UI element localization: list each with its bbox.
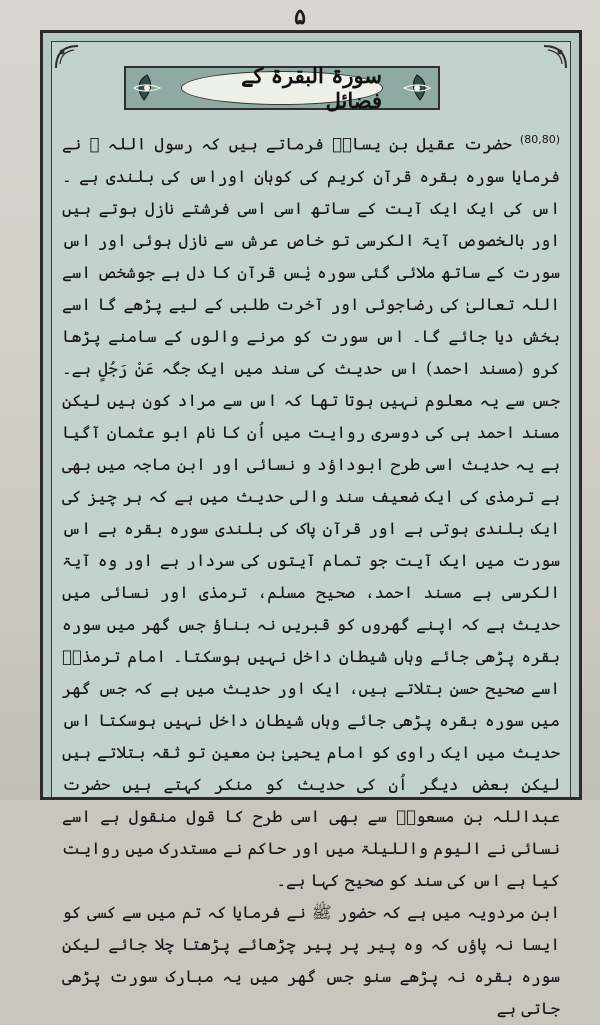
paragraph-1-text: حضرت عقیل بن یسارؓ فرماتے ہیں کہ رسول اللہ ﷺ نے فرمایا سورہ بقرہ قرآن کریم کی کوہان اوراس کی بلندی ہے ۔ اس کی ایک ایک آیت کے ساتھ اسی اسی فرشتے نازل ہوتے ہیں اور بالخصوص آیۃ الکرسی تو خاص عرش سے نازل ہوئی اور اس سورت کے ساتھ ملائی گئی سورہ یٰس قرآن کا دل ہے جوشخص اسے اللہ تعالیٰ کی رضاجوئی اور آخرت طلبی کے لیے پڑھے گا اسے بخش دیا جائے گا۔ اس سورت کو مرنے والوں کے سامنے پڑھا کرو (مسند احمد) اس حدیث کی سند میں ایک جگہ عَنْ رَجُلٍ ہے۔ جس سے یہ معلوم نہیں ہوتا تھا کہ اس سے مراد کون ہیں لیکن مسند احمد ہی کی دوسری روایت میں اُن کا نام ابو عثمان آگیا ہے یہ حدیث اسی طرح ابوداؤد و نسائی اور ابن ماجہ میں بھی ہے ترمذی کی ایک ضعیف سند والی حدیث میں ہے کہ ہر چیز کی ایک بلندی ہوتی ہے اور قرآن پاک کی بلندی سورہ بقرہ ہے اس سورت میں ایک آیت جو تمام آیتوں کی سردار ہے اور وہ آیۃ الکرسی ہے مسند احمد، صحیح مسلم، ترمذی اور نسائی میں حدیث ہے کہ اپنے گھروں کو قبریں نہ بناؤ جس گھر میں سورہ بقرہ پڑھی جائے وہاں شیطان داخل نہیں ہوسکتا۔ امام ترمذیؒ اسے صحیح حسن بتلاتے ہیں، ایک اور حدیث میں ہے کہ جس گھر میں سورہ بقرہ پڑھی جائے وہاں شیطان داخل نہیں ہوسکتا اس حدیث میں ایک راوی کو امام یحییٰ بن معین تو ثقہ بتلاتے ہیں لیکن بعض دیگر اُن کی حدیث کو منکر کہتے ہیں حضرت عبداللہ بن مسعودؓ سے بھی اسی طرح کا قول منقول ہے اسے نسائی نے الیوم واللیلۃ میں اور حاکم نے مستدرک میں روایت کیا ہے اس کی سند کو صحیح کہا ہے۔ bbox=[62, 134, 560, 890]
corner-ornament-icon bbox=[542, 44, 568, 70]
footnote-marker: (80,80) bbox=[519, 133, 560, 146]
floral-ornament-icon bbox=[130, 72, 164, 104]
paragraph-1 bbox=[62, 124, 560, 897]
chapter-title: سورۃ البقرۃ کے فضائل bbox=[181, 71, 383, 105]
floral-ornament-icon bbox=[400, 72, 434, 104]
body-text bbox=[62, 124, 560, 1025]
page-border-frame bbox=[40, 30, 582, 1018]
corner-ornament-icon bbox=[54, 44, 80, 70]
page-number: ۵ bbox=[294, 4, 306, 30]
title-banner bbox=[124, 63, 440, 113]
content-frame bbox=[51, 41, 571, 1018]
paragraph-2: ابن مردویہ میں ہے کہ حضور ﷺ نے فرمایا کہ تم میں سے کسی کو ایسا نہ پاؤں کہ وہ پیر پر پیر چڑھائے پڑھتا چلا جائے لیکن سورہ بقرہ نہ پڑھے سنو جس گھر میں یہ مبارک سورت پڑھی جاتی ہے bbox=[62, 902, 560, 1018]
